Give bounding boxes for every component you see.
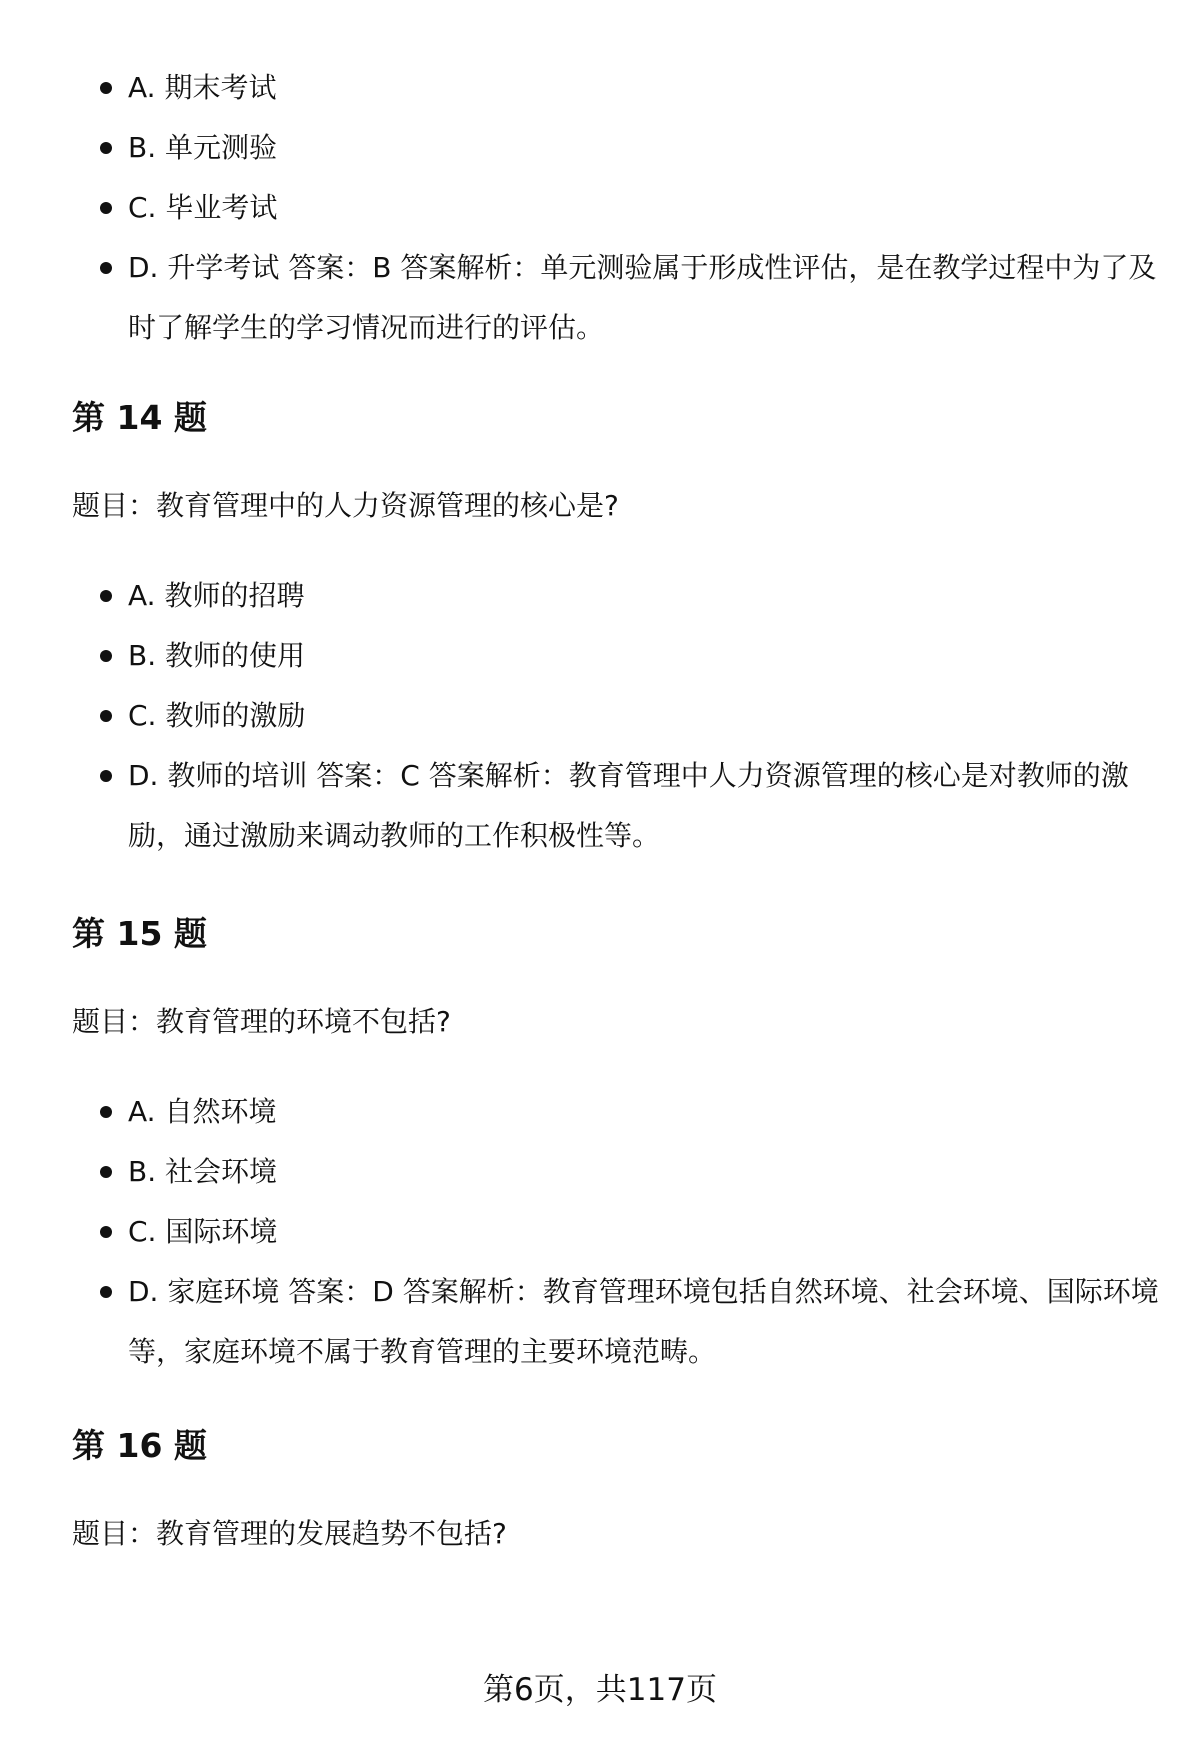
- q13-option-c: C. 毕业考试: [128, 178, 1162, 238]
- q14-options: [72, 566, 1162, 866]
- q14-option-b: B. 教师的使用: [128, 626, 1162, 686]
- q14-title: 第 14 题: [72, 398, 207, 437]
- q14-option-c: C. 教师的激励: [128, 686, 1162, 746]
- q15-option-d-answer: D. 家庭环境 答案：D 答案解析：教育管理环境包括自然环境、社会环境、国际环境等，家庭环境不属于教育管理的主要环境范畴。: [128, 1262, 1162, 1382]
- q15-stem: 题目：教育管理的环境不包括?: [72, 1005, 451, 1038]
- q13-option-a: A. 期末考试: [128, 58, 1162, 118]
- q14-option-a: A. 教师的招聘: [128, 566, 1162, 626]
- q15-title: 第 15 题: [72, 914, 207, 953]
- q13-option-d-answer: D. 升学考试 答案：B 答案解析：单元测验属于形成性评估，是在教学过程中为了及时了解学生的学习情况而进行的评估。: [128, 238, 1162, 358]
- q15-options: [72, 1082, 1162, 1382]
- q14-stem: 题目：教育管理中的人力资源管理的核心是?: [72, 489, 619, 522]
- q16-stem: 题目：教育管理的发展趋势不包括?: [72, 1517, 507, 1550]
- q13-options: [72, 58, 1162, 358]
- document-content: [72, 58, 1162, 1554]
- q15-option-b: B. 社会环境: [128, 1142, 1162, 1202]
- q15-option-c: C. 国际环境: [128, 1202, 1162, 1262]
- page-number-footer: 第6页，共117页: [483, 1672, 717, 1708]
- q16-title: 第 16 题: [72, 1426, 207, 1465]
- q13-option-b: B. 单元测验: [128, 118, 1162, 178]
- q15-option-a: A. 自然环境: [128, 1082, 1162, 1142]
- q14-option-d-answer: D. 教师的培训 答案：C 答案解析：教育管理中人力资源管理的核心是对教师的激励，通过激励来调动教师的工作积极性等。: [128, 746, 1162, 866]
